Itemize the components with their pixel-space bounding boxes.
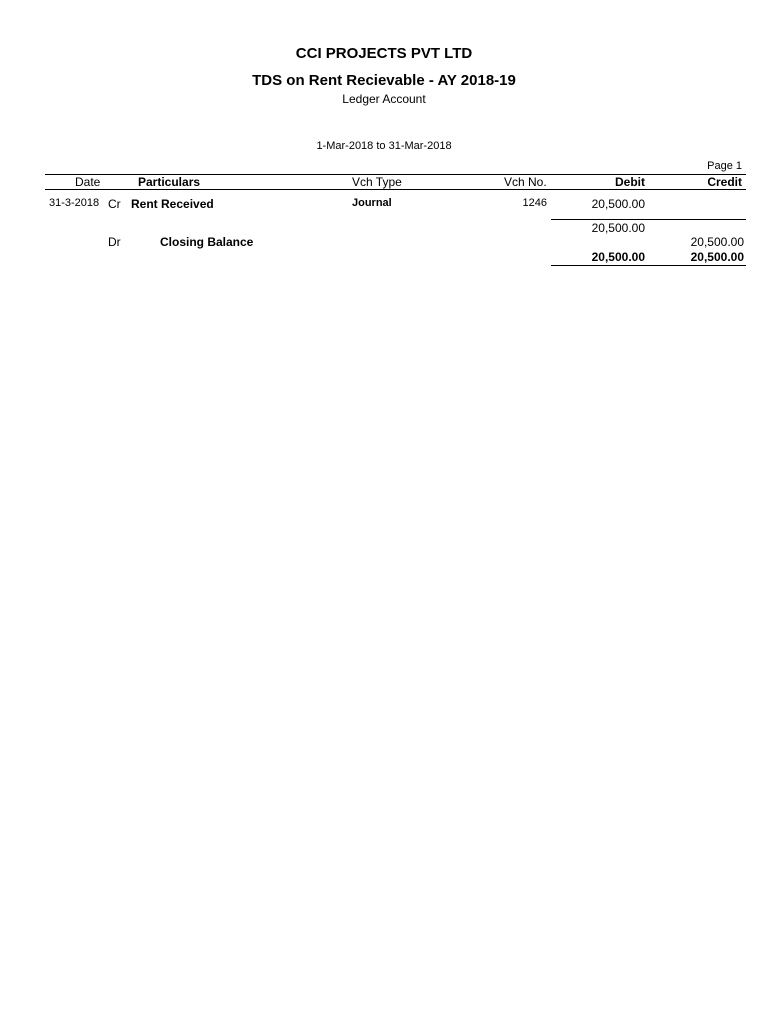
column-header-particulars: Particulars: [138, 175, 201, 189]
closing-credit: 20,500.00: [690, 235, 744, 249]
company-name: CCI PROJECTS PVT LTD: [295, 45, 473, 62]
column-header-credit: Credit: [707, 175, 742, 189]
column-header-vch-no: Vch No.: [504, 175, 547, 189]
report-subtitle: Ledger Account: [342, 92, 426, 106]
closing-cr-dr: Dr: [108, 235, 121, 249]
subtotal-debit: 20,500.00: [591, 221, 645, 235]
closing-particulars: Closing Balance: [160, 235, 254, 249]
header-bottom-rule: [45, 189, 746, 190]
entry-date: 31-3-2018: [49, 197, 100, 209]
report-title: TDS on Rent Recievable - AY 2018-19: [252, 72, 516, 89]
entry-vch-no: 1246: [522, 197, 547, 209]
entry-debit: 20,500.00: [591, 197, 645, 211]
total-debit: 20,500.00: [591, 250, 645, 264]
report-period: 1-Mar-2018 to 31-Mar-2018: [316, 140, 452, 152]
column-header-debit: Debit: [615, 175, 645, 189]
entry-cr-dr: Cr: [108, 197, 121, 211]
entry-vch-type: Journal: [352, 197, 392, 209]
entry-particulars: Rent Received: [131, 197, 214, 211]
total-credit: 20,500.00: [690, 250, 744, 264]
column-header-vch-type: Vch Type: [352, 175, 402, 189]
total-rule: [551, 265, 746, 266]
column-header-date: Date: [75, 175, 101, 189]
page-number: Page 1: [707, 160, 742, 172]
subtotal-rule: [551, 219, 746, 220]
